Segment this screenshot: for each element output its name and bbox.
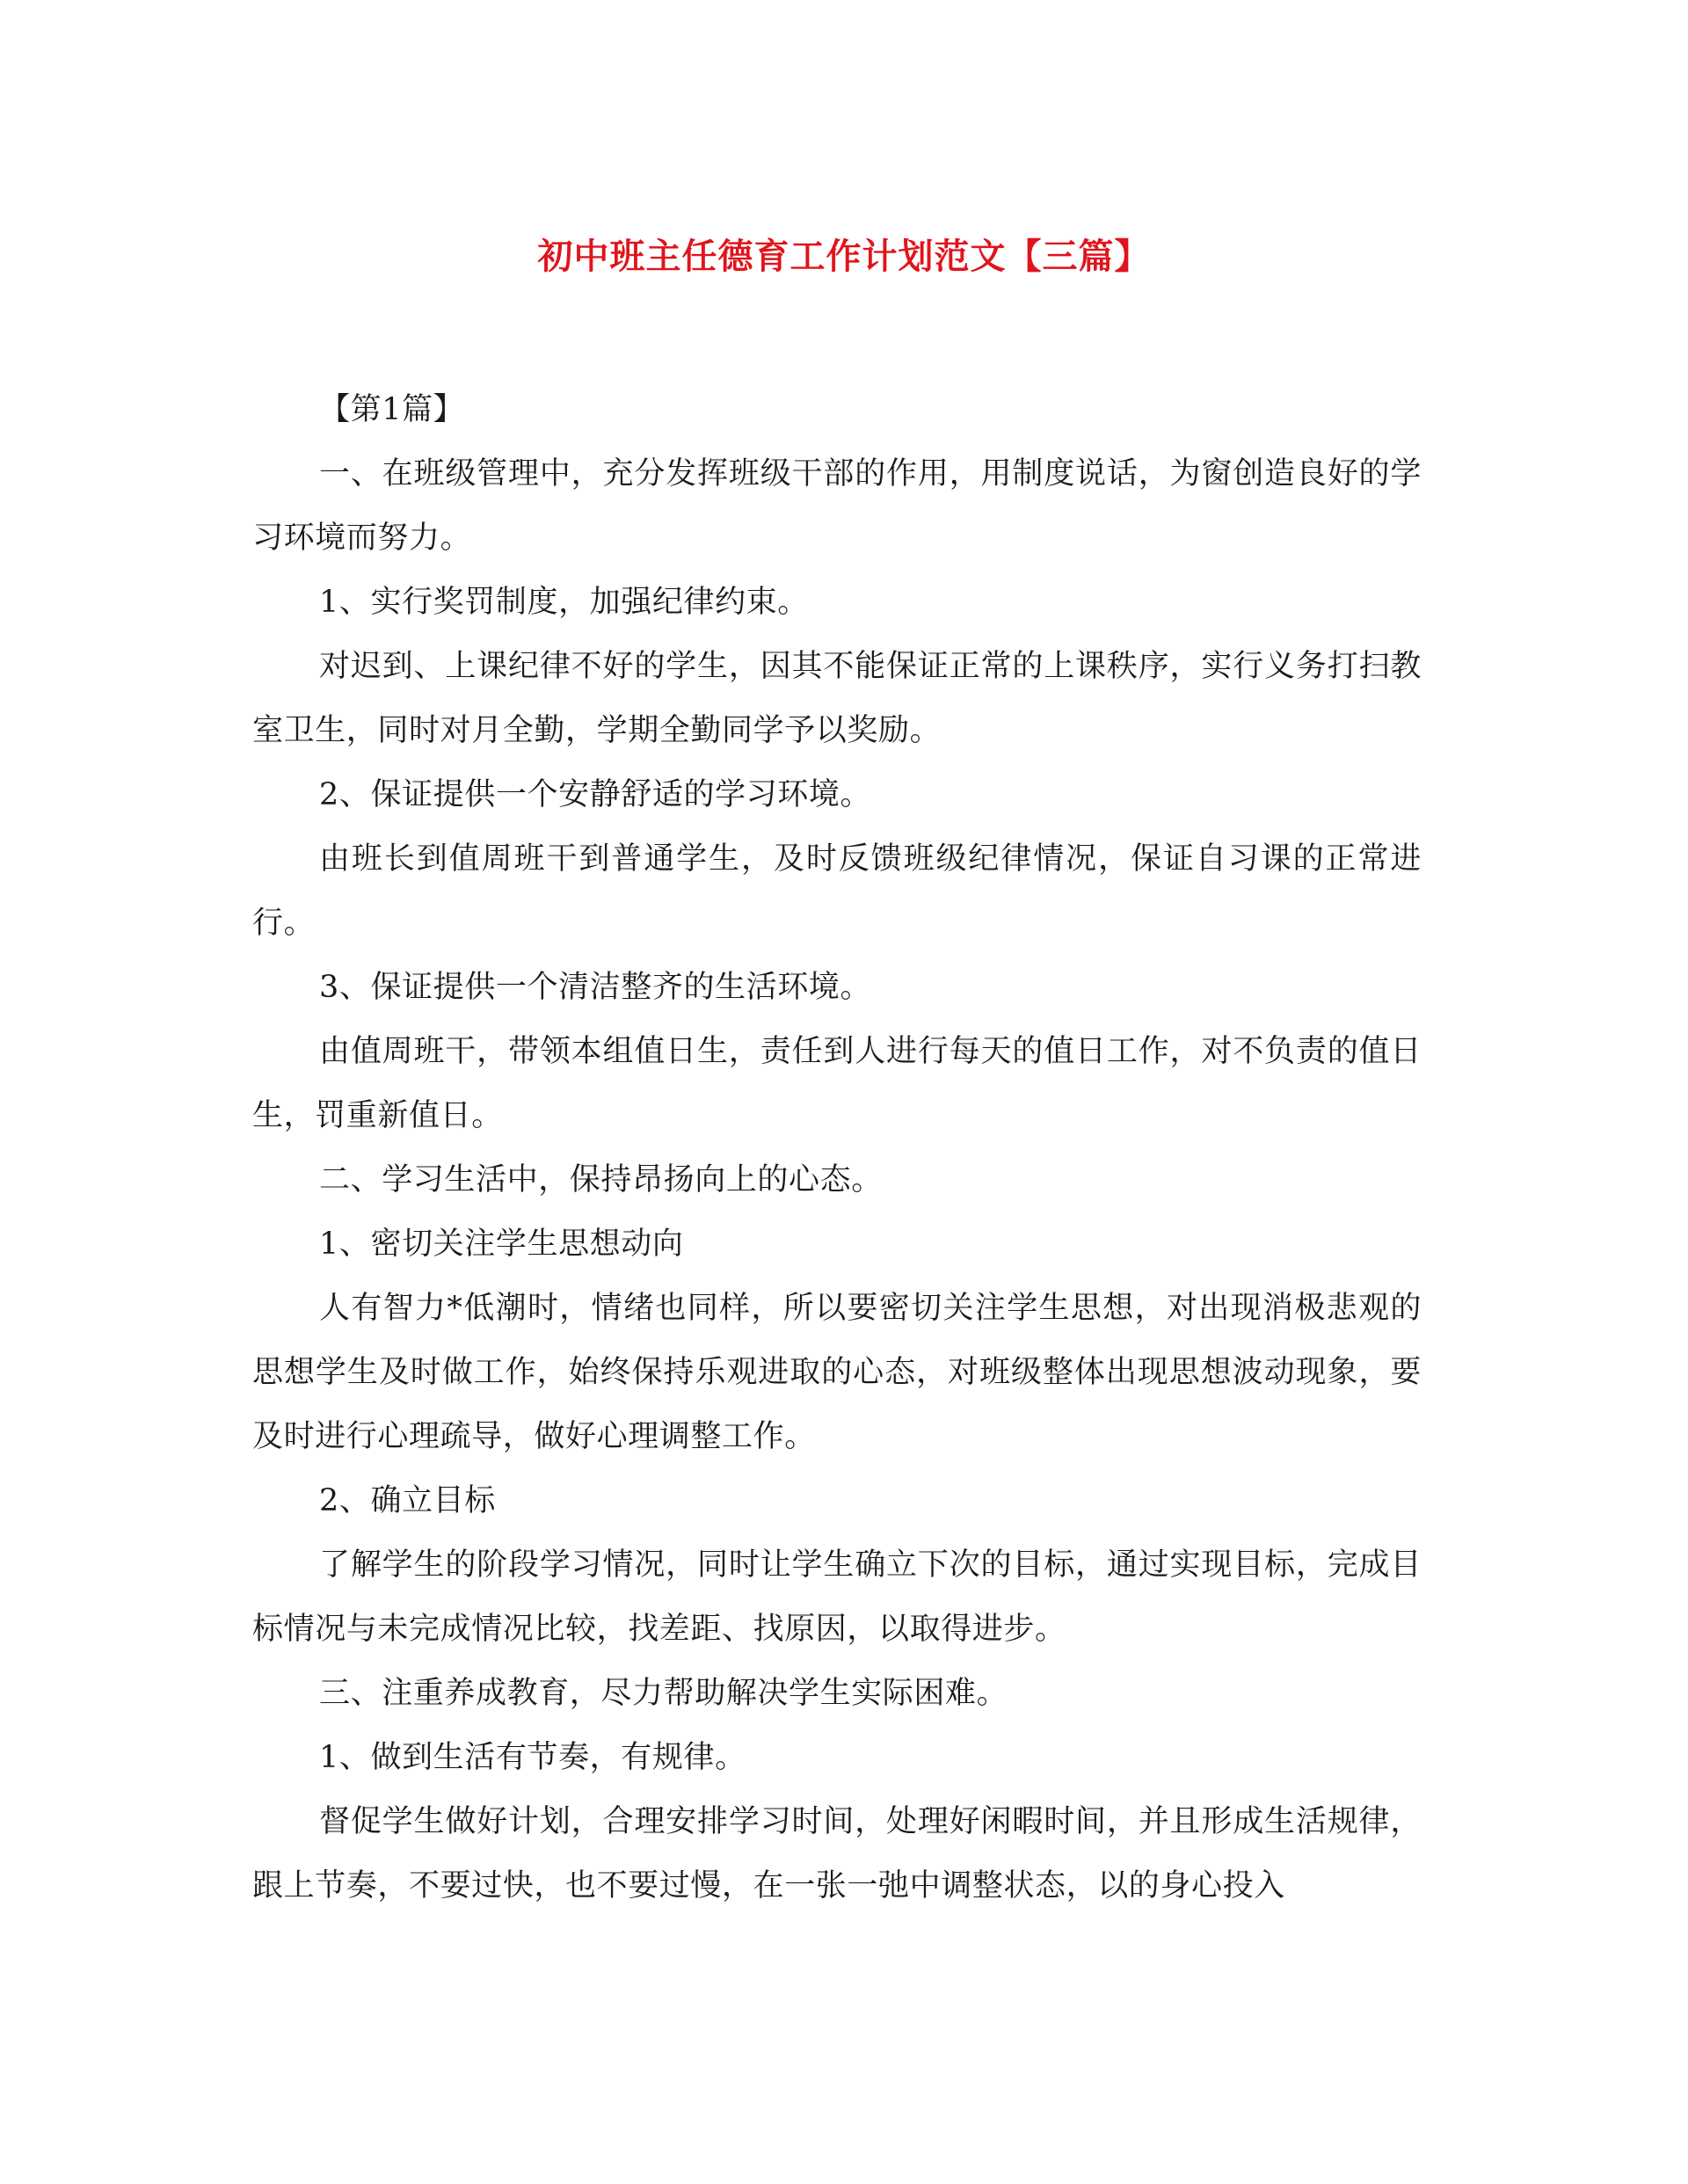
paragraph: 了解学生的阶段学习情况，同时让学生确立下次的目标，通过实现目标，完成目标情况与未完成情况比较，找差距、找原因，以取得进步。: [252, 1547, 1422, 1647]
paragraph: 人有智力*低潮时，情绪也同样，所以要密切关注学生思想，对出现消极悲观的思想学生及时做工作，始终保持乐观进取的心态，对班级整体出现思想波动现象，要及时进行心理疏导，做好心理调整工作。: [252, 1291, 1422, 1454]
paragraph: 1、做到生活有节奏，有规律。: [319, 1740, 746, 1775]
paragraph: 1、密切关注学生思想动向: [319, 1227, 684, 1262]
paragraph: 2、确立目标: [319, 1483, 496, 1518]
paragraph: 三、注重养成教育，尽力帮助解决学生实际困难。: [319, 1676, 1008, 1711]
paragraph: 由班长到值周班干到普通学生，及时反馈班级纪律情况，保证自习课的正常进行。: [252, 841, 1422, 941]
paragraph: 二、学习生活中，保持昂扬向上的心态。: [319, 1162, 883, 1198]
paragraph: 2、保证提供一个安静舒适的学习环境。: [319, 777, 872, 812]
paragraph: 由值周班干，带领本组值日生，责任到人进行每天的值日工作，对不负责的值日生，罚重新值日。: [252, 1034, 1422, 1133]
paragraph: 对迟到、上课纪律不好的学生，因其不能保证正常的上课秩序，实行义务打扫教室卫生，同时对月全勤，学期全勤同学予以奖励。: [252, 649, 1422, 748]
paragraph: 1、实行奖罚制度，加强纪律约束。: [319, 585, 809, 620]
paragraph: 一、在班级管理中，充分发挥班级干部的作用，用制度说话，为窗创造良好的学习环境而努力。: [252, 456, 1422, 556]
paragraph: 督促学生做好计划，合理安排学习时间，处理好闲暇时间，并且形成生活规律，跟上节奏，不要过快，也不要过慢，在一张一弛中调整状态，以的身心投入: [252, 1804, 1422, 1904]
document-body: [252, 378, 1422, 1918]
paragraph: 3、保证提供一个清洁整齐的生活环境。: [319, 970, 872, 1005]
section-heading: 【第1篇】: [319, 392, 465, 427]
document-title: 初中班主任德育工作计划范文【三篇】: [537, 236, 1151, 277]
